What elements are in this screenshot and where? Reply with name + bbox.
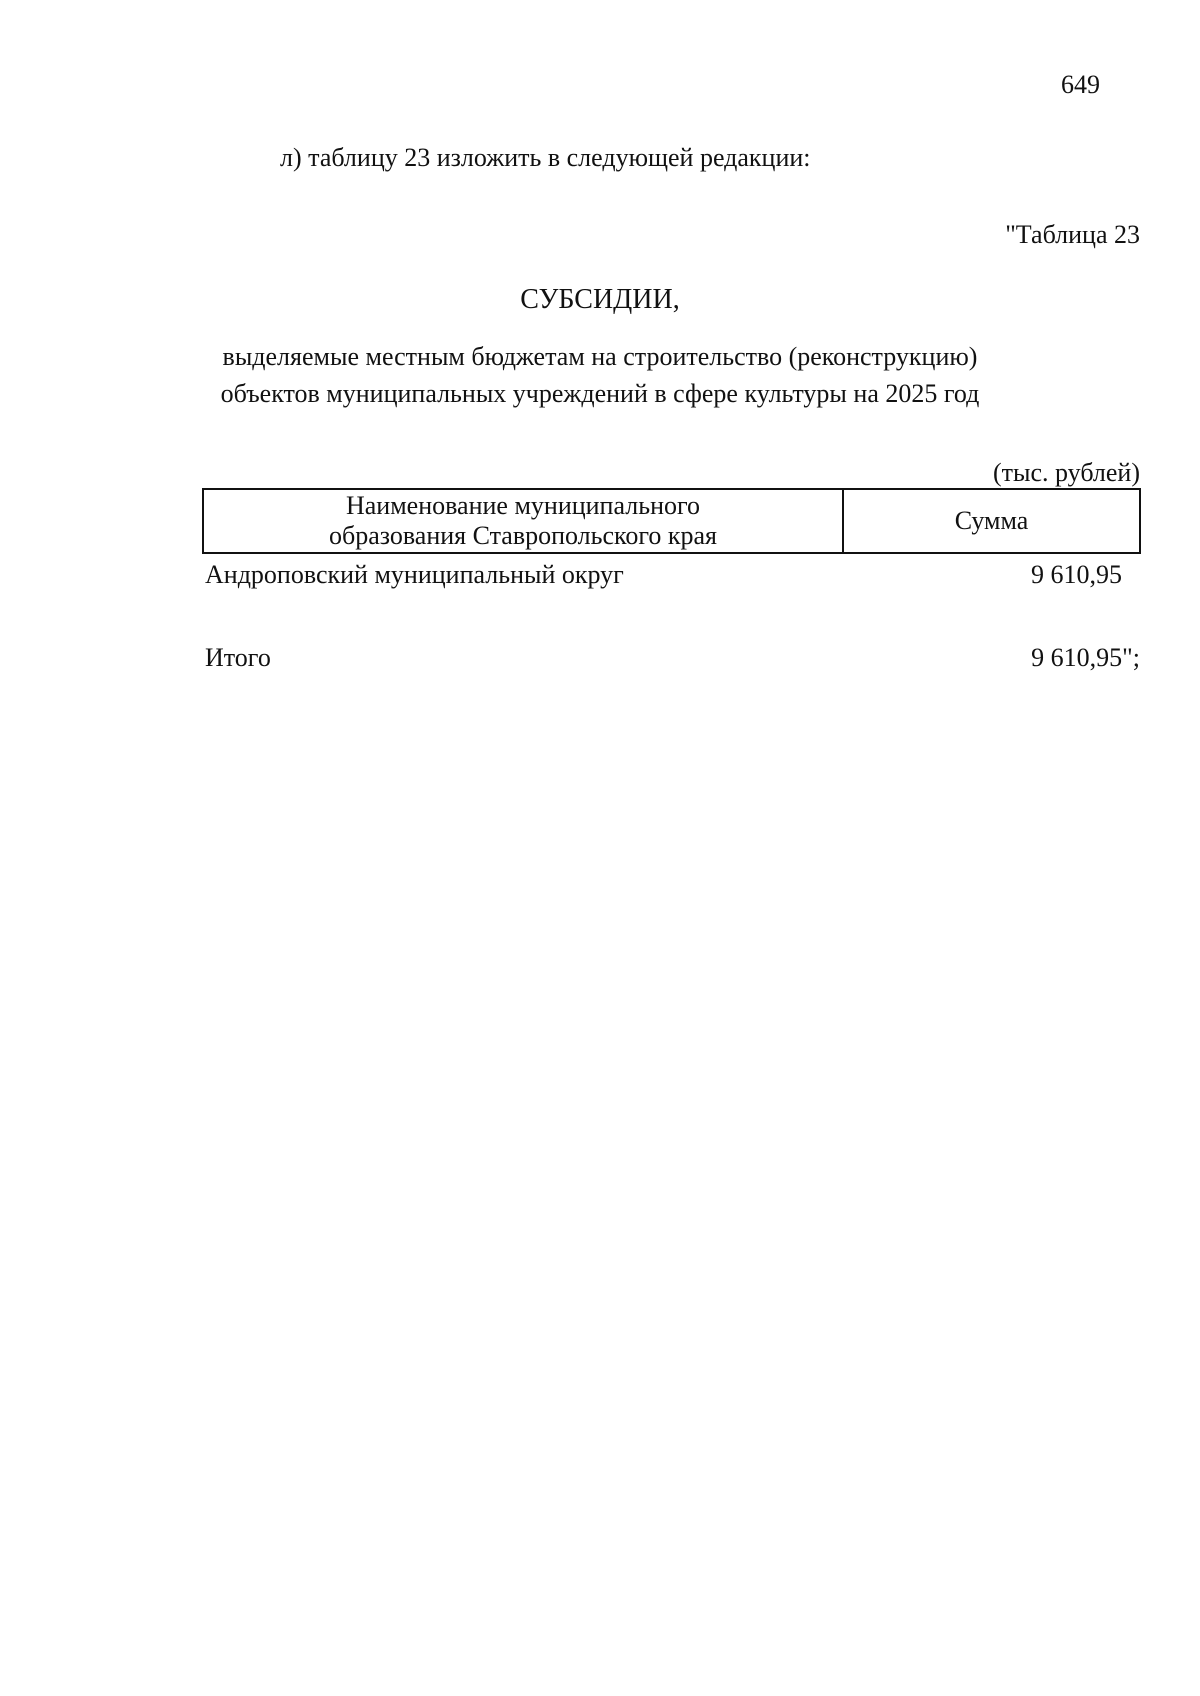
page-number: 649 [1061, 70, 1100, 99]
total-sum: 9 610,95"; [1031, 643, 1140, 672]
header-name-cell [204, 490, 844, 552]
table-reference: "Таблица 23 [1005, 220, 1140, 249]
document-subtitle-line-1: выделяемые местным бюджетам на строительство (реконструкцию) [222, 342, 978, 371]
table-header [202, 488, 1141, 554]
document-subtitle-line-2: объектов муниципальных учреждений в сфере культуры на 2025 год [220, 379, 980, 408]
intro-paragraph: л) таблицу 23 изложить в следующей редакции: [280, 143, 811, 172]
table-row-sum: 9 610,95 [1031, 560, 1122, 589]
header-name-line-2: образования Ставропольского края [328, 521, 718, 550]
document-title: СУБСИДИИ, [520, 284, 680, 315]
header-sum-label: Сумма [954, 506, 1029, 535]
header-sum-cell [844, 490, 1139, 552]
header-name-line-1: Наименование муниципального [345, 491, 701, 520]
table-row-name: Андроповский муниципальный округ [205, 560, 624, 589]
units-label: (тыс. рублей) [992, 458, 1140, 487]
total-label: Итого [205, 643, 271, 672]
